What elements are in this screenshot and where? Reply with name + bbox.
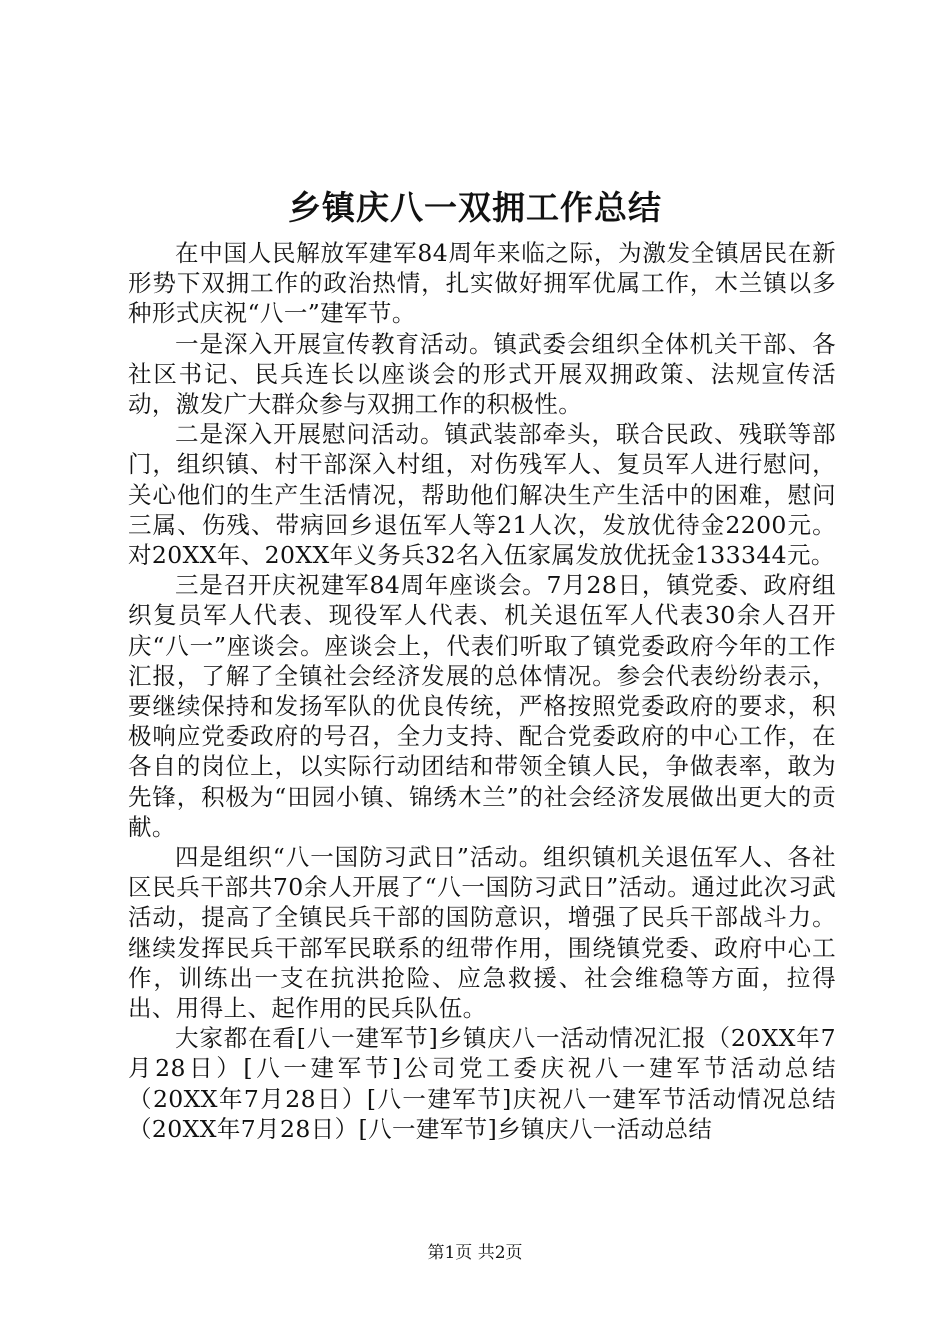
document-title: 乡镇庆八一双拥工作总结 [288, 188, 662, 227]
paragraph-symposium: 三是召开庆祝建军84周年座谈会。7月28日，镇党委、政府组织复员军人代表、现役军人代表、机关退伍军人代表30余人召开庆“八一”座谈会。座谈会上，代表们听取了镇党委政府今年的工作汇报，了解了全镇社会经济发展的总体情况。参会代表纷纷表示，要继续保持和发扬军队的优良传统，严格按照党委政府的要求，积极响应党委政府的号召，全力支持、配合党委政府的中心工作，在各自的岗位上，以实际行动团结和带领全镇人民，争做表率，敢为先锋，积极为“田园小镇、锦绣木兰”的社会经济发展做出更大的贡献。 [128, 571, 836, 841]
page-footer: 第1页 共2页 [427, 1243, 523, 1263]
paragraph-visits: 二是深入开展慰问活动。镇武装部牵头，联合民政、残联等部门，组织镇、村干部深入村组，对伤残军人、复员军人进行慰问，关心他们的生产生活情况，帮助他们解决生产生活中的困难，慰问三属、伤残、带病回乡退伍军人等21人次，发放优待金2200元。对20XX年、20XX年义务兵32名入伍家属发放优抚金133344元。 [128, 420, 836, 570]
paragraph-related-links: 大家都在看[八一建军节]乡镇庆八一活动情况汇报（20XX年7月28日）[八一建军节]公司党工委庆祝八一建军节活动总结（20XX年7月28日）[八一建军节]庆祝八一建军节活动情况总结（20XX年7月28日）[八一建军节]乡镇庆八一活动总结 [128, 1024, 836, 1143]
paragraph-martial-day: 四是组织“八一国防习武日”活动。组织镇机关退伍军人、各社区民兵干部共70余人开展了“八一国防习武日”活动。通过此次习武活动，提高了全镇民兵干部的国防意识，增强了民兵干部战斗力。继续发挥民兵干部军民联系的纽带作用，围绕镇党委、政府中心工作，训练出一支在抗洪抢险、应急救援、社会维稳等方面，拉得出、用得上、起作用的民兵队伍。 [128, 843, 836, 1023]
paragraph-intro: 在中国人民解放军建军84周年来临之际，为激发全镇居民在新形势下双拥工作的政治热情，扎实做好拥军优属工作，木兰镇以多种形式庆祝“八一”建军节。 [128, 239, 836, 328]
document-body [128, 238, 836, 1144]
paragraph-publicity: 一是深入开展宣传教育活动。镇武委会组织全体机关干部、各社区书记、民兵连长以座谈会的形式开展双拥政策、法规宣传活动，激发广大群众参与双拥工作的积极性。 [128, 329, 836, 419]
